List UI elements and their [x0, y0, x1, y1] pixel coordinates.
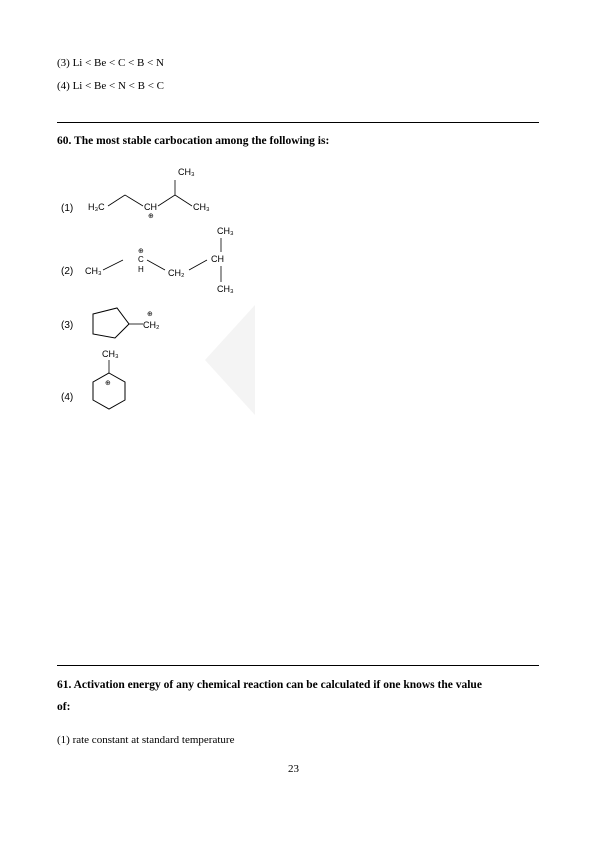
q60-option-3-structure — [85, 300, 195, 345]
cyclohexane-ring — [93, 373, 125, 409]
scan-shadow — [200, 300, 260, 420]
q60-option-4-structure — [85, 345, 145, 415]
ch2-group: CH₂ — [168, 268, 185, 278]
question-61-title: 61. Activation energy of any chemical reaction can be calculated if one knows the value — [57, 679, 482, 691]
option-4-ionization-order: (4) Li < Be < N < B < C — [57, 80, 165, 92]
cyclopentane-ring — [93, 308, 129, 338]
option-3-ionization-order: (3) Li < Be < C < B < N — [57, 57, 165, 69]
positive-charge-icon: ⊕ — [138, 248, 144, 255]
carbocation-ch: CH — [144, 202, 157, 212]
question-60-title: 60. The most stable carbocation among the following is: — [57, 135, 330, 147]
ch3-group: CH₃ — [102, 349, 119, 359]
carbocation-c: C — [138, 255, 144, 264]
ch3-top: CH₃ — [217, 226, 234, 236]
ch2-group: CH₂ — [143, 320, 160, 330]
ch3-bottom: CH₃ — [217, 284, 234, 294]
page-number: 23 — [288, 763, 299, 775]
ch3-right: CH₃ — [193, 202, 210, 212]
positive-charge-icon: ⊕ — [148, 213, 154, 220]
ch3-left: CH₃ — [85, 266, 102, 276]
q61-option-1: (1) rate constant at standard temperature — [57, 734, 235, 746]
q60-option-1-structure — [80, 160, 250, 220]
carbocation-h: H — [138, 265, 144, 274]
h3c-group: H₃C — [88, 202, 105, 212]
q60-option-4-label: (4) — [61, 392, 74, 403]
ch-group: CH — [211, 254, 224, 264]
section-divider — [57, 122, 539, 123]
ch3-top: CH₃ — [178, 167, 195, 177]
positive-charge-icon: ⊕ — [105, 380, 111, 387]
q60-option-3-label: (3) — [61, 320, 74, 331]
question-61-title-cont: of: — [57, 701, 71, 713]
q60-option-1-label: (1) — [61, 203, 74, 214]
q60-option-2-structure — [85, 222, 260, 297]
q60-option-2-label: (2) — [61, 266, 74, 277]
section-divider — [57, 665, 539, 666]
positive-charge-icon: ⊕ — [147, 311, 153, 318]
